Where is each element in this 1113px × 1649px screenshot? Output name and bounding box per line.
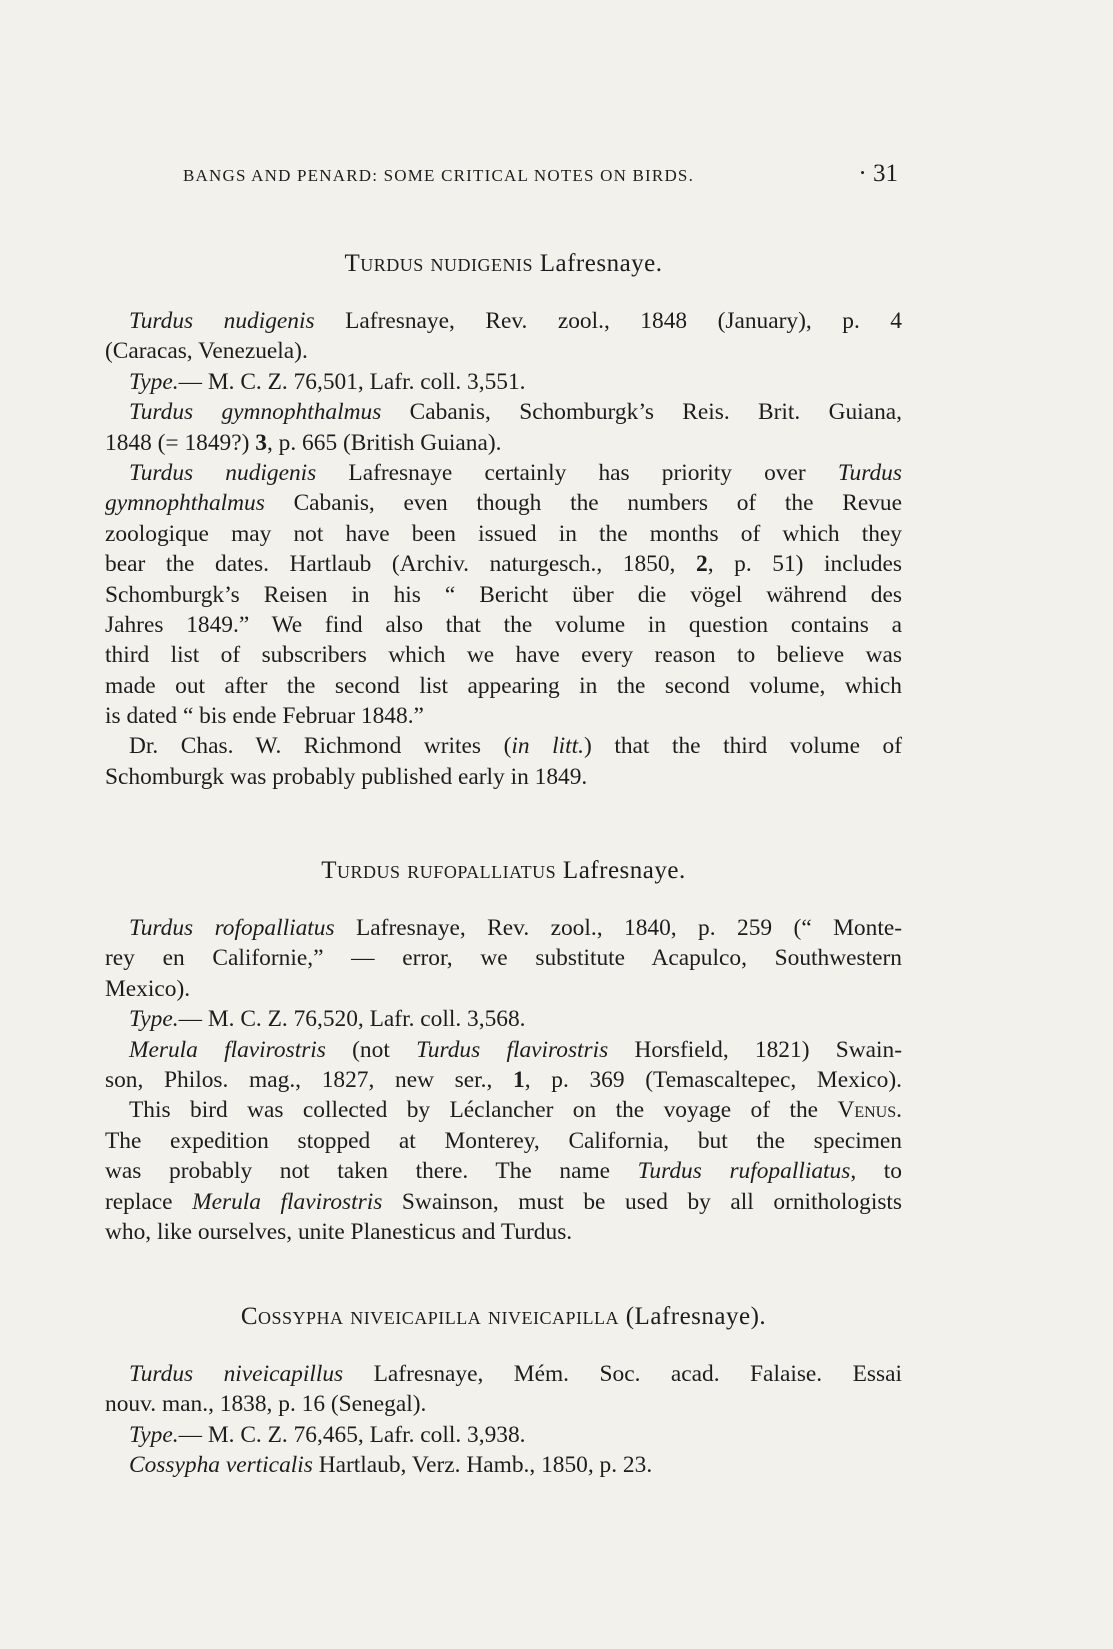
text-segment: made out after the second list appearing in the second volume, which — [105, 672, 902, 699]
heading-author: Lafresnaye. — [556, 857, 686, 884]
section-text — [105, 1359, 902, 1481]
heading-author: (Lafresnaye). — [618, 1303, 767, 1330]
section-cossypha-niveicapilla — [105, 1303, 902, 1481]
heading-species: Turdus rufopalliatus — [321, 857, 557, 884]
text-segment: Turdus flavirostris — [416, 1036, 609, 1063]
text-segment: , p. 51) includes — [707, 551, 902, 578]
text-segment: This bird was collected by Léclancher on the voyage of the — [129, 1097, 838, 1124]
text-segment: The expedition stopped at Monterey, California, but the specimen — [105, 1127, 902, 1154]
text-segment: Hartlaub, Verz. Hamb., 1850, p. 23. — [312, 1452, 653, 1479]
text-segment: 2 — [695, 551, 708, 578]
text-line — [105, 974, 902, 1004]
running-head — [183, 160, 898, 190]
text-segment: (Caracas, Venezuela). — [105, 338, 308, 365]
text-line — [105, 1065, 902, 1095]
text-line — [105, 488, 902, 518]
text-segment: , p. 369 (Temascaltepec, Mexico). — [524, 1066, 902, 1093]
text-segment: 1848 (= 1849?) — [105, 429, 256, 456]
text-segment: Lafresnaye certainly has priority over — [316, 459, 838, 486]
text-segment: ) that the third volume of — [583, 733, 902, 760]
text-segment: Schomburgk’s Reisen in his “ Bericht über die vögel während des — [105, 581, 902, 608]
text-line — [105, 640, 902, 670]
text-line — [105, 336, 902, 366]
text-segment: . — [896, 1097, 902, 1124]
text-segment: — M. C. Z. 76,501, Lafr. coll. 3,551. — [178, 368, 526, 395]
text-segment: Cabanis, Schomburgk’s Reis. Brit. Guiana, — [381, 399, 902, 426]
text-segment: who, like ourselves, unite Planesticus and Turdus. — [105, 1218, 573, 1245]
text-line — [105, 1156, 902, 1186]
text-line — [105, 610, 902, 640]
text-line — [105, 1095, 902, 1125]
text-segment: gymnophthalmus — [105, 490, 265, 517]
text-line — [105, 458, 902, 488]
text-segment: Turdus nudigenis — [129, 308, 315, 334]
text-line — [105, 1450, 902, 1480]
running-head-title: BANGS AND PENARD: SOME CRITICAL NOTES ON BIRDS. — [183, 166, 695, 185]
text-segment: — M. C. Z. 76,465, Lafr. coll. 3,938. — [178, 1421, 526, 1448]
section-text — [105, 306, 902, 792]
text-segment: Turdus rufopalliatus — [637, 1158, 851, 1185]
text-segment: Swainson, must be used by all ornithologists — [382, 1188, 903, 1215]
text-line — [105, 549, 902, 579]
text-line — [105, 397, 902, 427]
text-segment: rey en Californie,” — error, we substitute Acapulco, Southwestern — [105, 945, 902, 972]
text-line — [105, 1187, 902, 1217]
section-heading — [105, 250, 902, 278]
text-segment: Mexico). — [105, 975, 191, 1002]
text-segment: Lafresnaye, Rev. zool., 1848 (January), p. 4 — [314, 308, 902, 334]
section-turdus-rufopalliatus — [105, 857, 902, 1247]
text-line — [105, 1126, 902, 1156]
text-segment: Turdus nudigenis — [129, 459, 317, 486]
text-segment: Lafresnaye, Mém. Soc. acad. Falaise. Essai — [343, 1361, 902, 1387]
text-segment: Turdus — [837, 459, 902, 486]
text-segment: son, Philos. mag., 1827, new ser., — [105, 1066, 514, 1093]
text-segment: was probably not taken there. The name — [105, 1158, 638, 1185]
text-segment: Horsfield, 1821) Swain- — [608, 1036, 902, 1063]
text-segment: Merula flavirostris — [129, 1036, 326, 1063]
text-segment: nouv. man., 1838, p. 16 (Senegal). — [105, 1391, 427, 1418]
text-line — [105, 671, 902, 701]
text-segment: Lafresnaye, Rev. zool., 1840, p. 259 (“ Monte- — [334, 915, 902, 941]
text-line — [105, 367, 902, 397]
text-segment: replace — [105, 1188, 193, 1215]
text-line — [105, 1389, 902, 1419]
text-segment: Turdus rofopalliatus — [129, 915, 335, 941]
heading-species: Cossypha niveicapilla niveicapilla — [240, 1303, 619, 1330]
text-line — [105, 580, 902, 610]
text-segment: Type. — [129, 1421, 179, 1448]
text-segment: Cossypha verticalis — [129, 1452, 313, 1479]
text-segment: Schomburgk was probably published early in 1849. — [105, 763, 588, 790]
text-segment: , to — [850, 1158, 903, 1185]
text-segment: third list of subscribers which we have every reason to believe was — [105, 642, 902, 669]
text-segment: , p. 665 (British Guiana). — [266, 429, 502, 456]
text-segment: Dr. Chas. W. Richmond writes ( — [129, 733, 512, 760]
text-line — [105, 1004, 902, 1034]
text-line — [105, 1217, 902, 1247]
text-line — [105, 701, 902, 731]
text-line — [105, 306, 902, 336]
text-segment: (not — [325, 1036, 417, 1063]
text-line — [105, 943, 902, 973]
page-number: · 31 — [858, 160, 898, 187]
text-segment: Jahres 1849.” We find also that the volume in question contains a — [105, 611, 902, 638]
text-segment: Cabanis, even though the numbers of the Revue — [264, 490, 902, 517]
text-segment: Type. — [129, 368, 179, 395]
text-line — [105, 1359, 902, 1389]
heading-author: Lafresnaye. — [532, 250, 663, 277]
text-segment: Venus — [837, 1097, 897, 1124]
text-segment: bear the dates. Hartlaub (Archiv. naturgesch., 1850, — [105, 551, 696, 578]
text-line — [105, 913, 902, 943]
heading-species: Turdus nudigenis — [344, 250, 533, 277]
text-line — [105, 519, 902, 549]
section-turdus-nudigenis — [105, 250, 902, 792]
text-segment: Turdus niveicapillus — [129, 1361, 344, 1387]
text-segment: 3 — [255, 429, 267, 456]
text-segment: in litt. — [511, 733, 584, 760]
text-line — [105, 1035, 902, 1065]
text-segment: — M. C. Z. 76,520, Lafr. coll. 3,568. — [178, 1006, 526, 1033]
section-heading — [105, 1303, 902, 1331]
section-heading — [105, 857, 902, 885]
section-text — [105, 913, 902, 1247]
text-segment: Merula flavirostris — [192, 1188, 383, 1215]
text-segment: Turdus gymnophthalmus — [129, 399, 382, 426]
text-line — [105, 762, 902, 792]
text-line — [105, 428, 902, 458]
text-line — [105, 1420, 902, 1450]
text-segment: 1 — [513, 1066, 525, 1093]
text-segment: Type. — [129, 1006, 179, 1033]
text-line — [105, 731, 902, 761]
text-segment: zoologique may not have been issued in the months of which they — [105, 520, 902, 547]
text-segment: is dated “ bis ende Februar 1848.” — [105, 703, 424, 730]
